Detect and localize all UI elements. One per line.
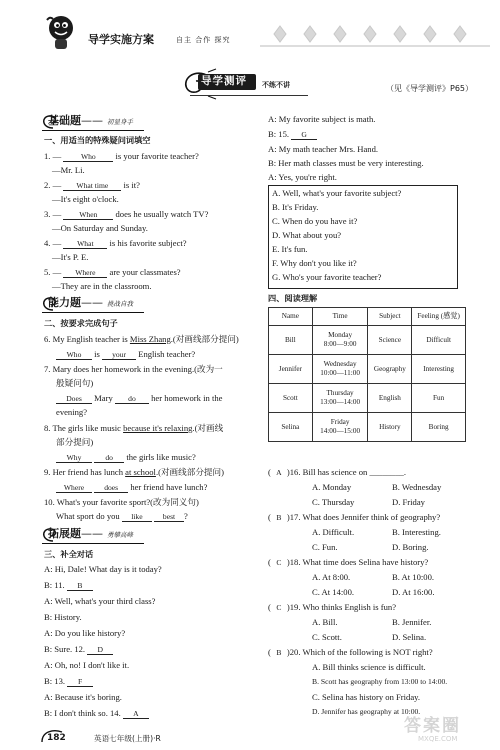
q6-underlined: Miss Zhang (129, 334, 171, 344)
q18-text: )18. What time does Selina have history? (286, 557, 429, 567)
q4-text: is his favorite subject? (109, 238, 187, 248)
q5-text: are your classmates? (109, 267, 181, 277)
table-row (269, 355, 466, 384)
option-b: B. It's Friday. (272, 202, 319, 212)
q18-answer: C (276, 558, 282, 567)
q16-opt-b: B. Wednesday (392, 482, 442, 492)
basic-q2 (44, 180, 140, 191)
q1-prefix: 1. — (44, 151, 62, 161)
answer-14: A (123, 710, 149, 719)
q10-answer-line (56, 511, 188, 522)
q3-answer: When (63, 211, 113, 220)
ability-title: 能力题 (48, 296, 81, 309)
extend-section-title: 拓展题—— 勇攀高峰 (48, 527, 133, 540)
q9-underlined: at school (125, 467, 156, 477)
q16-opt-c: C. Thursday (312, 497, 355, 507)
q17-opt-c: C. Fun. (312, 542, 338, 552)
q17-text: )17. What does Jennifer think of geography? (286, 512, 441, 522)
extend-part-heading: 三、补全对话 (44, 549, 94, 559)
footer-book: 英语七年级(上册)·R (94, 734, 161, 743)
watermark-text: 答案圈 (404, 716, 461, 736)
q8-underlined: because it's relaxing (123, 423, 193, 433)
dialog-line-3: A: Well, what's your third class? (44, 596, 156, 606)
basic-q1-reply: —Mr. Li. (52, 165, 85, 175)
table-row (269, 326, 466, 355)
ability-section-title: 能力题—— 挑战自我 (48, 296, 133, 309)
cell-time (312, 413, 368, 442)
cell-name: Scott (269, 384, 313, 413)
q20: ( B )20. Which of the following is NOT right? (268, 647, 433, 657)
q8-line-2: 部分提问) (56, 437, 94, 447)
header-title: 导学实施方案 (88, 33, 154, 46)
cell-day: Thursday (326, 389, 354, 397)
q10-prefix: What sport do you (56, 511, 120, 521)
q7-answer-line (56, 393, 222, 404)
q18-opt-a: A. At 8:00. (312, 572, 351, 582)
q9-answer-1: Where (56, 484, 92, 493)
q20-text: )20. Which of the following is NOT right? (286, 647, 433, 657)
q8-answer-2: do (94, 454, 124, 463)
dialog-line-8 (44, 676, 93, 687)
ability-part-heading: 二、按要求完成句子 (44, 318, 118, 328)
banner-note: 不练不讲 (262, 81, 290, 89)
q6-answer-line (56, 349, 195, 360)
cell-hours: 8:00—9:00 (323, 340, 357, 348)
cell-subject: Geography (368, 355, 412, 384)
dialog-b14: B: I don't think so. 14. (44, 708, 121, 718)
q7-answer-1: Does (56, 395, 92, 404)
header-logo (44, 14, 78, 52)
extend-section-rule (42, 543, 144, 544)
basic-q5 (44, 267, 181, 278)
q18-opt-d: D. At 16:00. (392, 587, 435, 597)
basic-q4-reply: —It's P. E. (52, 252, 89, 262)
q2-prefix: 2. — (44, 180, 62, 190)
cell-feeling: Interesting (412, 355, 466, 384)
answer-13: F (67, 678, 93, 687)
q19-text: )19. Who thinks English is fun? (286, 602, 397, 612)
answer-15: G (291, 131, 317, 140)
q16-answer: A (276, 468, 282, 477)
q17-opt-d: D. Boring. (392, 542, 429, 552)
q1-text: is your favorite teacher? (115, 151, 199, 161)
basic-q2-reply: —It's eight o'clock. (52, 194, 119, 204)
q6-answer-1: Who (56, 351, 92, 360)
q7-answer-2: do (115, 395, 149, 404)
dialog-right-2 (268, 129, 317, 140)
dialog-line-9: A: Because it's boring. (44, 692, 122, 702)
footer-page-number: 182 (47, 733, 66, 743)
dialog-right-3: A: My math teacher Mrs. Hand. (268, 144, 379, 154)
extend-motto: 勇攀高峰 (107, 531, 133, 539)
th-time: Time (312, 308, 368, 326)
basic-q5-reply: —They are in the classroom. (52, 281, 152, 291)
q7-word-1: Mary (94, 393, 113, 403)
dialog-b15: B: 15. (268, 129, 290, 139)
dialog-line-1: A: Hi, Dale! What day is it today? (44, 564, 162, 574)
answer-12: D (87, 646, 113, 655)
q16-opt-d: D. Friday (392, 497, 425, 507)
q2-answer: What time (63, 182, 121, 191)
q19-opt-c: C. Scott. (312, 632, 342, 642)
cell-name: Bill (269, 326, 313, 355)
q8-end: the girls like music? (126, 452, 196, 462)
q19-opt-b: B. Jennifer. (392, 617, 432, 627)
q20-opt-b: B. Scott has geography from 13:00 to 14:00. (312, 677, 448, 686)
cell-time (312, 384, 368, 413)
q8-answer-line (56, 452, 196, 463)
cell-time (312, 326, 368, 355)
info-table (268, 307, 466, 442)
extend-title: 拓展题 (48, 527, 81, 540)
q5-prefix: 5. — (44, 267, 62, 277)
q6-text: 6. My English teacher is (44, 334, 130, 344)
q6-prompt (44, 334, 239, 345)
q20-opt-a: A. Bill thinks science is difficult. (312, 662, 426, 672)
q8-prompt (44, 423, 223, 434)
q5-answer: Where (63, 269, 107, 278)
basic-title: 基础题 (48, 114, 81, 127)
dialog-line-5: A: Do you like history? (44, 628, 126, 638)
ability-motto: 挑战自我 (107, 300, 133, 308)
dialog-line-7: A: Oh, no! I don't like it. (44, 660, 130, 670)
basic-q3-reply: —On Saturday and Sunday. (52, 223, 148, 233)
basic-section-title: 基础题—— 初显身手 (48, 114, 133, 127)
dialog-b11: B: 11. (44, 580, 65, 590)
dialog-line-4: B: History. (44, 612, 82, 622)
header-decoration (260, 22, 490, 48)
th-subject: Subject (368, 308, 412, 326)
q18-opt-c: C. At 14:00. (312, 587, 355, 597)
cell-feeling: Difficult (412, 326, 466, 355)
cell-name: Selina (269, 413, 313, 442)
q19-opt-a: A. Bill. (312, 617, 338, 627)
reading-part-heading: 四、阅读理解 (268, 293, 318, 303)
option-f: F. Why don't you like it? (272, 258, 357, 268)
option-a: A. Well, what's your favorite subject? (272, 188, 402, 198)
th-name: Name (269, 308, 313, 326)
answer-11: B (67, 582, 93, 591)
banner-rule (190, 95, 308, 96)
q9-end: her friend have lunch? (130, 482, 208, 492)
cell-day: Wednesday (323, 360, 357, 368)
q6-hint: .(对画线部分提问) (170, 334, 239, 344)
basic-section-rule (42, 130, 144, 131)
q1-answer: Who (63, 153, 113, 162)
cell-subject: Science (368, 326, 412, 355)
q10-line-1: 10. What's your favorite sport?(改为同义句) (44, 497, 199, 507)
option-g: G. Who's your favorite teacher? (272, 272, 382, 282)
watermark-url: MXQE.COM (418, 735, 458, 744)
q8-text: 8. The girls like music (44, 423, 124, 433)
q9-answer-line (56, 482, 207, 493)
q4-answer: What (63, 240, 107, 249)
reference-note: （见《导学测评》P65） (386, 84, 474, 93)
dialog-b12: B: Sure. 12. (44, 644, 86, 654)
cell-subject: English (368, 384, 412, 413)
q9-hint: .(对画线部分提问) (155, 467, 224, 477)
option-d: D. What about you? (272, 230, 342, 240)
option-c: C. When do you have it? (272, 216, 358, 226)
q10-answer-2: best (154, 513, 184, 522)
q19-opt-d: D. Selina. (392, 632, 427, 642)
options-box (268, 185, 458, 289)
table-row (269, 413, 466, 442)
q3-text: does he usually watch TV? (115, 209, 209, 219)
q10-end: ? (184, 511, 188, 521)
dialog-line-6 (44, 644, 113, 655)
option-e: E. It's fun. (272, 244, 308, 254)
q6-end: English teacher? (138, 349, 196, 359)
q6-mid: is (94, 349, 100, 359)
q17: ( B )17. What does Jennifer think of geography? (268, 512, 441, 522)
q16-opt-a: A. Monday (312, 482, 352, 492)
q7-line-1: 7. Mary does her homework in the evening.(改为一 (44, 364, 223, 374)
header-tagline: 自主 合作 探究 (176, 36, 231, 44)
q18-opt-b: B. At 10:00. (392, 572, 435, 582)
dialog-b13: B: 13. (44, 676, 66, 686)
cell-hours: 14:00—15:00 (320, 427, 361, 435)
table-row (269, 384, 466, 413)
q10-answer-1: like (122, 513, 152, 522)
dialog-line-2 (44, 580, 93, 591)
q16: ( A )16. Bill has science on ________. (268, 467, 406, 477)
banner-title: 导学测评 (201, 75, 247, 87)
q17-answer: B (276, 513, 282, 522)
basic-part-heading: 一、用适当的特殊疑问词填空 (44, 135, 151, 145)
q17-opt-a: A. Difficult. (312, 527, 355, 537)
q7-line-2: 般疑问句) (56, 378, 94, 388)
q6-answer-2: your (102, 351, 136, 360)
dialog-right-5: A: Yes, you're right. (268, 172, 337, 182)
q7-line-4: evening? (56, 407, 88, 417)
q20-opt-d: D. Jennifer has geography at 10:00. (312, 707, 421, 716)
cell-subject: History (368, 413, 412, 442)
cell-hours: 10:00—11:00 (320, 369, 360, 377)
q20-answer: B (276, 648, 282, 657)
q19-answer: C (276, 603, 282, 612)
q8-hint: .(对画线 (192, 423, 224, 433)
q9-prompt (44, 467, 224, 478)
q17-opt-b: B. Interesting. (392, 527, 441, 537)
q20-opt-c: C. Selina has history on Friday. (312, 692, 421, 702)
basic-motto: 初显身手 (107, 118, 133, 126)
q2-text: is it? (123, 180, 140, 190)
q7-word-2: her homework in the (151, 393, 223, 403)
q16-text: )16. Bill has science on ________. (286, 467, 406, 477)
cell-hours: 13:00—14:00 (320, 398, 361, 406)
ability-section-rule (42, 312, 144, 313)
q18: ( C )18. What time does Selina have history? (268, 557, 429, 567)
basic-q4 (44, 238, 187, 249)
q9-text: 9. Her friend has lunch (44, 467, 126, 477)
cell-feeling: Fun (412, 384, 466, 413)
q8-answer-1: Why (56, 454, 92, 463)
cell-day: Friday (330, 418, 350, 426)
basic-q1 (44, 151, 199, 162)
q4-prefix: 4. — (44, 238, 62, 248)
q3-prefix: 3. — (44, 209, 62, 219)
cell-name: Jennifer (269, 355, 313, 384)
watermark-logo (404, 716, 496, 748)
dialog-line-10 (44, 708, 149, 719)
dialog-right-1: A: My favorite subject is math. (268, 114, 376, 124)
q9-answer-2: does (94, 484, 128, 493)
cell-time (312, 355, 368, 384)
cell-feeling: Boring (412, 413, 466, 442)
basic-q3 (44, 209, 208, 220)
q19: ( C )19. Who thinks English is fun? (268, 602, 397, 612)
dialog-right-4: B: Her math classes must be very interesting. (268, 158, 424, 168)
cell-day: Monday (328, 331, 353, 339)
th-feeling: Feeling (感觉) (412, 308, 466, 326)
